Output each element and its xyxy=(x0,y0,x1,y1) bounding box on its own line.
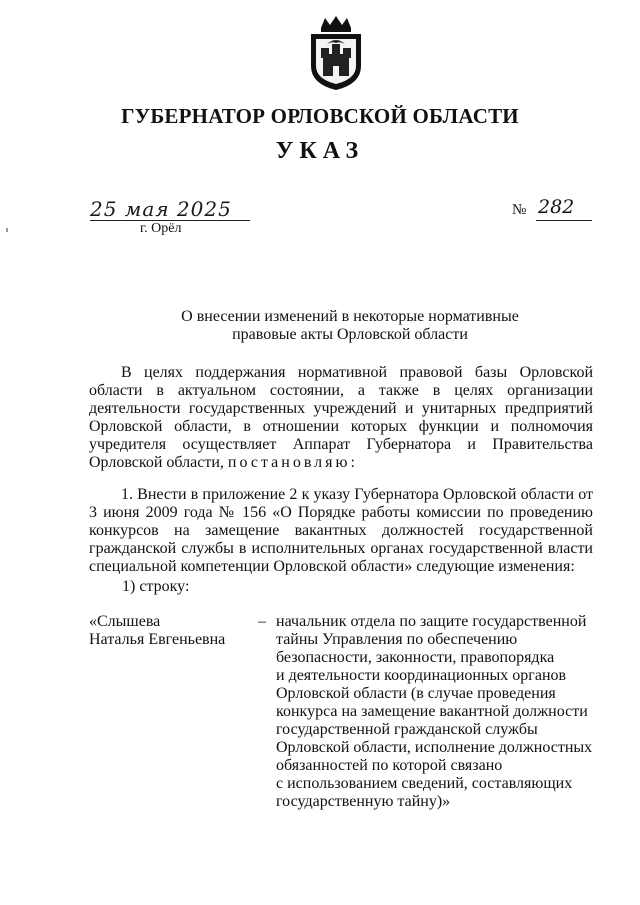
entry-name-line: Наталья Евгеньевна xyxy=(89,631,226,648)
entry-position-description xyxy=(276,613,592,811)
entry-dash: – xyxy=(258,613,266,630)
preamble-paragraph xyxy=(89,364,593,472)
subitem-1: 1) строку: xyxy=(122,578,190,595)
entry-desc-line: Орловской области (в случае проведения xyxy=(276,685,556,702)
entry-desc-line: начальник отдела по защите государственной xyxy=(276,613,587,630)
entry-person-name xyxy=(89,613,259,649)
entry-desc-line: государственной гражданской службы xyxy=(276,721,538,738)
subject-line: правовые акты Орловской области xyxy=(232,326,468,343)
entry-desc-line: обязанностей по которой связано xyxy=(276,757,503,774)
entry-desc-line: Орловской области, исполнение должностных xyxy=(276,739,593,756)
entry-desc-line: конкурса на замещение вакантной должности xyxy=(276,703,588,720)
number-label: № xyxy=(512,202,527,218)
orel-coat-of-arms-icon xyxy=(305,14,367,92)
document-type: УКАЗ xyxy=(275,138,365,164)
number-underline xyxy=(536,220,592,221)
handwritten-number: 282 xyxy=(538,196,575,218)
handwritten-date: 25 мая 2025 xyxy=(90,197,232,221)
resolve-word: постановляю: xyxy=(227,454,358,471)
entry-desc-line: тайны Управления по обеспечению xyxy=(276,631,518,648)
scan-edge-mark xyxy=(6,228,8,232)
entry-desc-line: государственную тайну)» xyxy=(276,793,451,810)
subject-line: О внесении изменений в некоторые нормативные xyxy=(181,308,519,325)
item-1-paragraph: 1. Внести в приложение 2 к указу Губернатора Орловской области от 3 июня 2009 года № 156 «О Порядке работы комиссии по проведению конкурсов на замещение вакантных должностей государственной гражданской службы в исполнительных органах государственной власти специальной компетенции Орловской области» следующие изменения: xyxy=(89,486,593,575)
entry-desc-line: безопасности, законности, правопорядка xyxy=(276,649,555,666)
entry-name-line: «Слышева xyxy=(89,613,161,630)
entry-desc-line: и деятельности координационных органов xyxy=(276,667,567,684)
issue-city: г. Орёл xyxy=(140,221,182,236)
issuing-authority: ГУБЕРНАТОР ОРЛОВСКОЙ ОБЛАСТИ xyxy=(121,104,519,128)
preamble-text: В целях поддержания нормативной правовой базы Орловской области в актуальном состоянии, а также в целях организации деятельности государственных учреждений и унитарных предприятий Орловской области, в отношении которых функции и полномочия учредителя осуществляет Аппарат Губернатора и Правительства Орловской области, xyxy=(89,364,593,471)
entry-desc-line: с использованием сведений, составляющих xyxy=(276,775,573,792)
decree-subject xyxy=(140,308,560,344)
